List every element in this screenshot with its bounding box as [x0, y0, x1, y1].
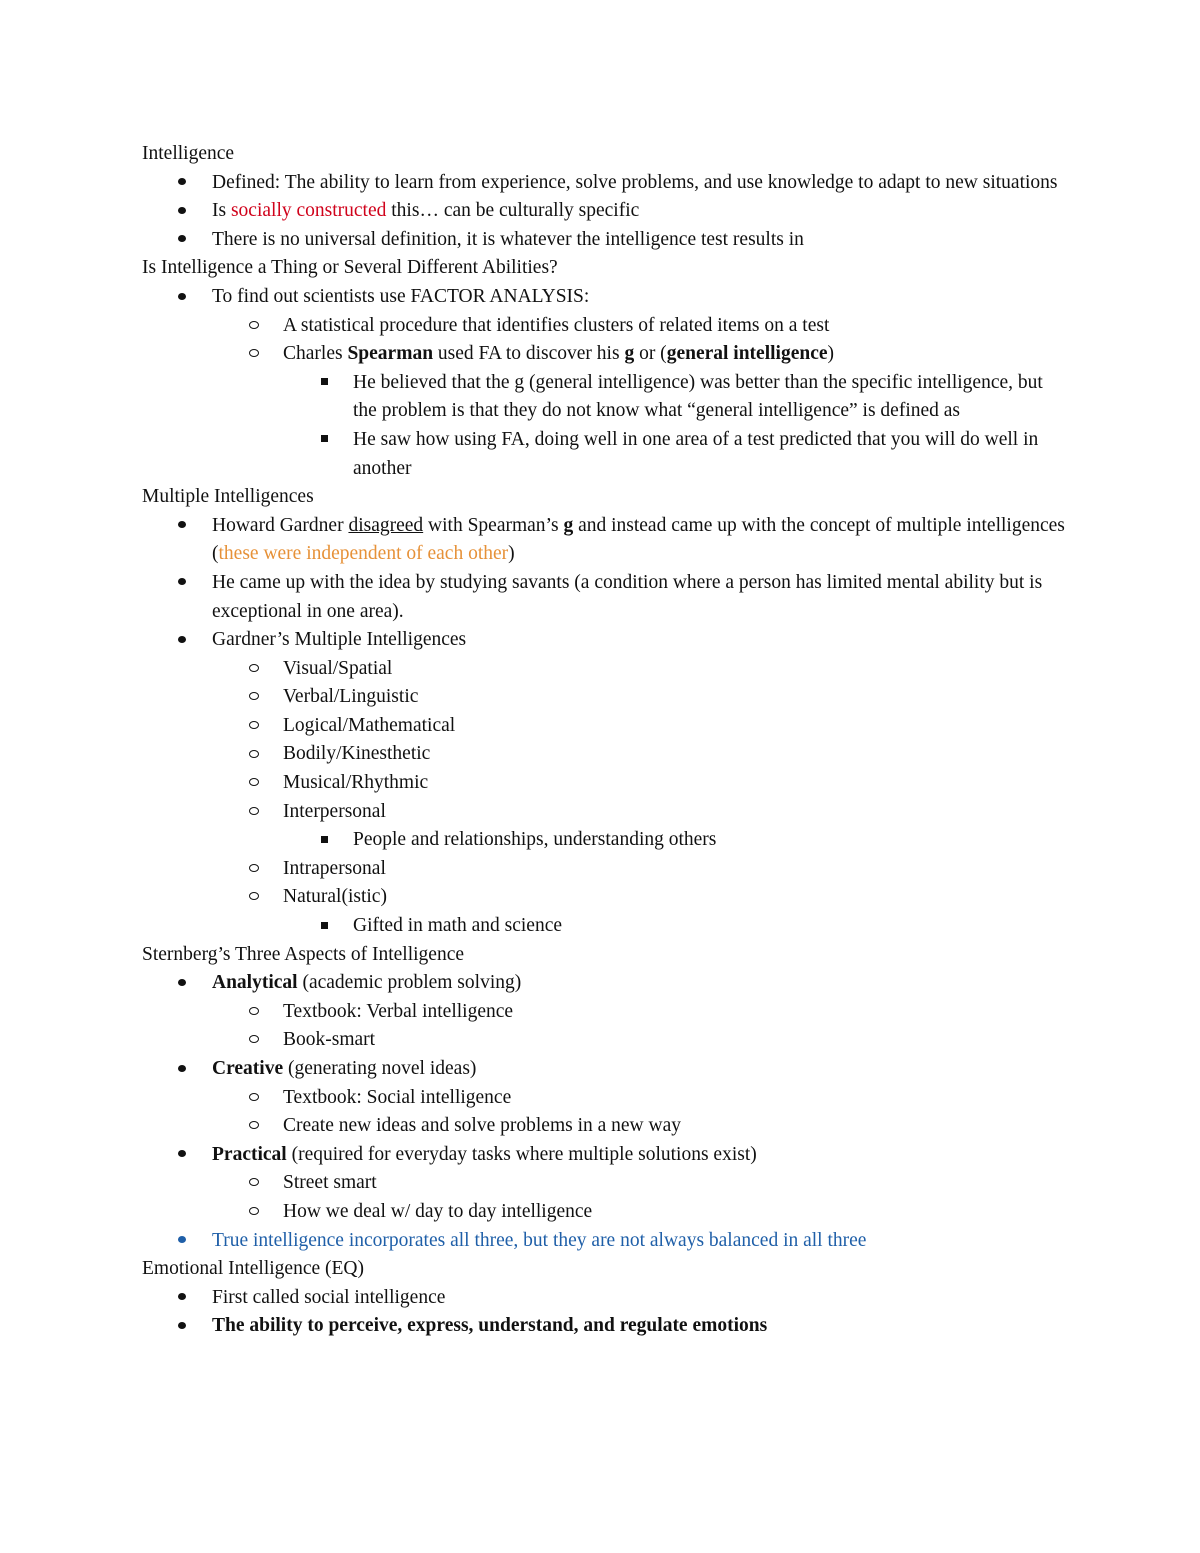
item-text: Is: [212, 200, 231, 222]
item-text: How we deal w/ day to day intelligence: [283, 1200, 593, 1222]
item-text: (required for everyday tasks where multiple solutions exist): [286, 1143, 757, 1165]
bullet-icon: [172, 226, 192, 255]
circle-bullet-icon: [244, 1169, 264, 1198]
square-bullet-icon: [314, 912, 334, 941]
item-text: There is no universal definition, it is whatever the intelligence test results in: [212, 228, 804, 250]
bullet-icon: [172, 1141, 192, 1170]
list-item: [142, 426, 1053, 483]
list-item: [142, 283, 1082, 312]
square-bullet-icon: [314, 369, 334, 398]
list-item: [142, 169, 1082, 198]
circle-bullet-icon: [244, 1112, 264, 1141]
item-text: He believed that the g (general intelligence) was better than the specific intelligence, but the problem is that they do not know what “general intelligence” is defined as: [353, 371, 1043, 422]
list-item: [142, 1227, 1082, 1256]
list-item: [142, 340, 1082, 369]
bullet-icon: [172, 626, 192, 655]
circle-bullet-icon: [244, 655, 264, 684]
item-text: Gifted in math and science: [353, 915, 563, 937]
bullet-icon: [172, 1312, 192, 1341]
highlight-red: socially constructed: [230, 200, 387, 222]
bold-text: g: [563, 514, 574, 536]
bold-text: general intelligence: [666, 343, 828, 365]
item-text: used FA to discover his: [433, 343, 625, 365]
circle-bullet-icon: [244, 1026, 264, 1055]
heading-thing-or-abilities: Is Intelligence a Thing or Several Different Abilities?: [142, 257, 558, 279]
item-text: Street smart: [283, 1172, 377, 1194]
circle-bullet-icon: [244, 683, 264, 712]
bullet-icon: [172, 1284, 192, 1313]
list-item: [142, 712, 1082, 741]
list-item: [142, 969, 1082, 998]
bullet-icon: [172, 569, 192, 598]
heading-multiple-intelligences: Multiple Intelligences: [142, 486, 314, 508]
list-item: [142, 1198, 1082, 1227]
item-text: Textbook: Verbal intelligence: [283, 1000, 514, 1022]
item-text: ): [827, 343, 835, 365]
circle-bullet-icon: [244, 312, 264, 341]
item-text: Charles: [283, 343, 348, 365]
heading-emotional-intelligence: Emotional Intelligence (EQ): [142, 1258, 365, 1280]
list-item: [142, 769, 1082, 798]
item-text: Textbook: Social intelligence: [283, 1086, 512, 1108]
highlight-orange: these were independent of each other: [218, 543, 509, 565]
list-item: [142, 197, 1082, 226]
list-item: [142, 512, 1082, 569]
list-item: [142, 1284, 1082, 1313]
item-text: Visual/Spatial: [283, 657, 393, 679]
circle-bullet-icon: [244, 769, 264, 798]
circle-bullet-icon: [244, 883, 264, 912]
list-item: [142, 1026, 1082, 1055]
list-item: [142, 1112, 1082, 1141]
item-text: Interpersonal: [283, 800, 386, 822]
circle-bullet-icon: [244, 340, 264, 369]
list-item: [142, 1141, 1082, 1170]
bullet-icon: [172, 512, 192, 541]
item-text: To find out scientists use FACTOR ANALYSIS:: [212, 285, 590, 307]
list-item: [142, 569, 1082, 626]
list-item: [142, 312, 1082, 341]
list-item: [142, 1055, 1082, 1084]
circle-bullet-icon: [244, 998, 264, 1027]
item-text: Intrapersonal: [283, 857, 386, 879]
underlined-text: disagreed: [348, 514, 424, 536]
list-item: [142, 883, 1082, 912]
bullet-icon: [172, 969, 192, 998]
bold-text: g: [624, 343, 635, 365]
heading-intelligence: Intelligence: [142, 143, 235, 164]
document-content: [142, 140, 1082, 1341]
list-item: [142, 626, 1082, 655]
item-text: Musical/Rhythmic: [283, 772, 429, 794]
bold-text: Creative: [212, 1058, 284, 1079]
highlight-blue: True intelligence incorporates all three, but they are not always balanced in all three: [212, 1229, 867, 1251]
list-item: [142, 998, 1082, 1027]
list-item: [142, 798, 1082, 827]
list-item: [142, 655, 1082, 684]
item-text: First called social intelligence: [212, 1286, 446, 1308]
item-text: Gardner’s Multiple Intelligences: [212, 629, 467, 651]
list-item: [142, 1312, 1082, 1341]
circle-bullet-icon: [244, 1084, 264, 1113]
bold-text: Analytical: [212, 972, 298, 994]
item-text: He came up with the idea by studying savants (a condition where a person has limited mental ability but is exceptional in one area).: [212, 571, 1043, 622]
item-text: Natural(istic): [283, 886, 387, 908]
list-item: [142, 740, 1082, 769]
bullet-icon: [172, 1055, 192, 1084]
item-text: and instead came up with the concept of multiple intelligences (: [212, 514, 1065, 565]
list-item: [142, 826, 1082, 855]
bullet-icon: [172, 1227, 192, 1256]
item-text: with Spearman’s: [423, 514, 564, 536]
item-text: Verbal/Linguistic: [283, 686, 419, 708]
item-text: ): [508, 543, 515, 565]
list-item: [142, 369, 1053, 426]
bullet-icon: [172, 197, 192, 226]
item-text: (generating novel ideas): [283, 1058, 477, 1079]
circle-bullet-icon: [244, 1198, 264, 1227]
list-item: [142, 1169, 1082, 1198]
item-text: Book-smart: [283, 1029, 376, 1051]
bold-text: Practical: [212, 1143, 287, 1165]
bullet-icon: [172, 169, 192, 198]
circle-bullet-icon: [244, 855, 264, 884]
item-text: this… can be culturally specific: [386, 200, 640, 222]
item-text: A statistical procedure that identifies clusters of related items on a test: [283, 314, 830, 336]
square-bullet-icon: [314, 426, 334, 455]
item-text: (academic problem solving): [297, 972, 522, 994]
item-text: or (: [634, 343, 667, 365]
item-text: Defined: The ability to learn from experience, solve problems, and use knowledge to adapt to new situations: [212, 171, 1058, 193]
item-text: Logical/Mathematical: [283, 714, 456, 736]
circle-bullet-icon: [244, 712, 264, 741]
heading-sternberg: Sternberg’s Three Aspects of Intelligence: [142, 943, 465, 965]
bullet-icon: [172, 283, 192, 312]
bold-text: The ability to perceive, express, understand, and regulate emotions: [212, 1315, 768, 1337]
list-item: [142, 683, 1082, 712]
list-item: [142, 912, 1082, 941]
list-item: [142, 226, 1082, 255]
item-text: Create new ideas and solve problems in a new way: [283, 1115, 681, 1137]
bold-text: Spearman: [347, 343, 434, 365]
item-text: Howard Gardner: [212, 514, 349, 536]
item-text: Bodily/Kinesthetic: [283, 743, 431, 765]
item-text: People and relationships, understanding others: [353, 829, 717, 851]
square-bullet-icon: [314, 826, 334, 855]
list-item: [142, 855, 1082, 884]
list-item: [142, 1084, 1082, 1113]
circle-bullet-icon: [244, 740, 264, 769]
circle-bullet-icon: [244, 798, 264, 827]
item-text: He saw how using FA, doing well in one area of a test predicted that you will do well in another: [353, 428, 1039, 479]
